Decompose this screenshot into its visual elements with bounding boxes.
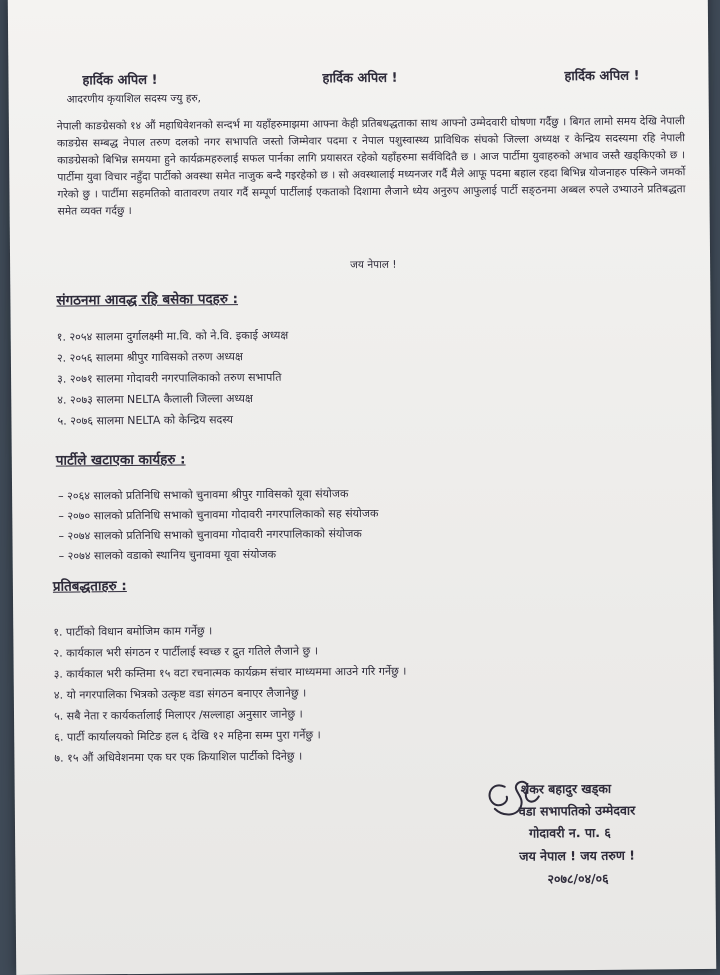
commitment-item: २. कार्यकाल भरी संगठन र पार्टीलाई स्वच्छ र द्रुत गतिले लैजाने छु । xyxy=(53,644,319,660)
slogan: जय नेपाल ! जय तरुण ! xyxy=(519,847,635,864)
appeal-heading-left: हार्दिक अपिल ! xyxy=(82,72,158,89)
candidate-name: शंकर बहादुर खड्का xyxy=(520,780,612,797)
candidacy-title: वडा सभापतिको उम्मेदवार xyxy=(518,802,636,819)
document-page xyxy=(8,0,717,975)
position-item: ४. २०७३ सालमा NELTA कैलाली जिल्ला अध्यक्ष xyxy=(57,391,253,407)
commitment-item: ५. सबै नेता र कार्यकर्तालाई मिलाएर /सल्लाहा अनुसार जानेछु । xyxy=(53,707,303,723)
appeal-heading-center: हार्दिक अपिल ! xyxy=(322,70,398,87)
party-work-item: – २०७४ सालको वडाको स्थानिय चुनावमा यूवा संयोजक xyxy=(58,547,277,563)
commitment-item: ६. पार्टी कार्यालयको मिटिङ हल ६ देखि १२ महिना सम्म पुरा गर्नेछु । xyxy=(54,728,321,744)
appeal-heading-right: हार्दिक अपिल ! xyxy=(564,68,640,85)
salutation: आदरणीय कृयाशिल सदस्य ज्यु हरु, xyxy=(66,92,202,106)
intro-paragraph: नेपाली काङग्रेसको १४ औं महाधिवेशनको सन्दर्भ मा यहाँहरुमाझमा आफ्ना केही प्रतिबधद्धताका साथ आफ्नो उम्मेदवारी घोषणा गर्दैछु । बिगत लामो समय देखि नेपाली काङग्रेस सम्बद्ध नेपाल तरुण दलको नगर सभापति जस्तो जिम्मेवार पदमा र नेपाल पशुस्वास्थ्य प्राविधिक संघको जिल्ला अध्यक्ष र केन्द्रिय सदस्यमा रहि नेपाली काङग्रेसको बिभिन्न समयमा हुने कार्यक्रमहरुलाई सफल पार्नका लागि प्रयासरत रहेको यहाँहरुमा सर्वविदितै छ । आज पार्टीमा युवाहरुको अभाव जस्तै खड्किएको छ । पार्टीमा युवा विचार नहुँदा पार्टीको अवस्था समेत नाजुक बन्दै गइरहेको छ । सो अवस्थालाई मध्यनजर गर्दै मैले आफू पदमा बहाल रहदा बिभिन्न योजनाहरु पस्किने जमर्को गरेको छु । पार्टीमा सहमतिको वातावरण तयार गर्दै सम्पूर्ण पार्टीलाई एकताको दिशामा लैजाने ध्येय अनुरुप आफुलाई पार्टी सङ्ठनमा अब्बल रुपले उभ्याउने प्रतिबद्धता समेत व्यक्त गर्दछु । xyxy=(56,115,686,218)
position-item: ३. २०७१ सालमा गोदावरी नगरपालिकाको तरुण सभापति xyxy=(57,370,282,386)
position-item: ५. २०७६ सालमा NELTA को केन्द्रिय सदस्य xyxy=(57,413,234,428)
commitment-item: ७. १५ औं अधिवेशनमा एक घर एक क्रियाशिल पार्टीको दिनेछु । xyxy=(54,749,303,765)
party-work-heading: पार्टीले खटाएका कार्यहरु : xyxy=(55,451,186,469)
commitment-item: १. पार्टीको विधान बमोजिम काम गर्नेछु । xyxy=(53,624,213,639)
position-item: १. २०५४ सालमा दुर्गालक्ष्मी मा.वि. को ने.वि. इकाई अध्यक्ष xyxy=(56,328,289,344)
positions-heading: संगठनमा आवद्ध रहि बसेका पदहरु : xyxy=(56,291,239,309)
commitments-heading: प्रतिबद्धताहरु : xyxy=(52,578,127,595)
position-item: २. २०५६ सालमा श्रीपुर गाविसको तरुण अध्यक्ष xyxy=(56,350,243,365)
party-work-item: – २०७४ सालको प्रतिनिधि सभाको चुनावमा गोदावरी नगरपालिकाको संयोजक xyxy=(58,527,362,543)
commitment-item: ३. कार्यकाल भरी कम्तिमा १५ वटा रचनात्मक कार्यक्रम संचार माध्यममा आउने गरि गर्नेछु । xyxy=(53,664,407,681)
commitment-item: ४. यो नगरपालिका भित्रको उत्कृष्ट वडा संगठन बनाएर लैजानेछु । xyxy=(53,686,307,702)
party-work-item: – २०७० सालको प्रतिनिधि सभाको चुनावमा गोदावरी नगरपालिकाको सह संयोजक xyxy=(58,506,379,523)
ward-location: गोदावरी न. पा. ६ xyxy=(529,824,611,841)
closing-line: जय नेपाल ! xyxy=(350,258,397,272)
party-work-item: – २०६४ सालको प्रतिनिधि सभाको चुनावमा श्रीपुर गाविसको यूवा संयोजक xyxy=(58,487,349,503)
date: २०७८/०४/०६ xyxy=(547,870,609,887)
